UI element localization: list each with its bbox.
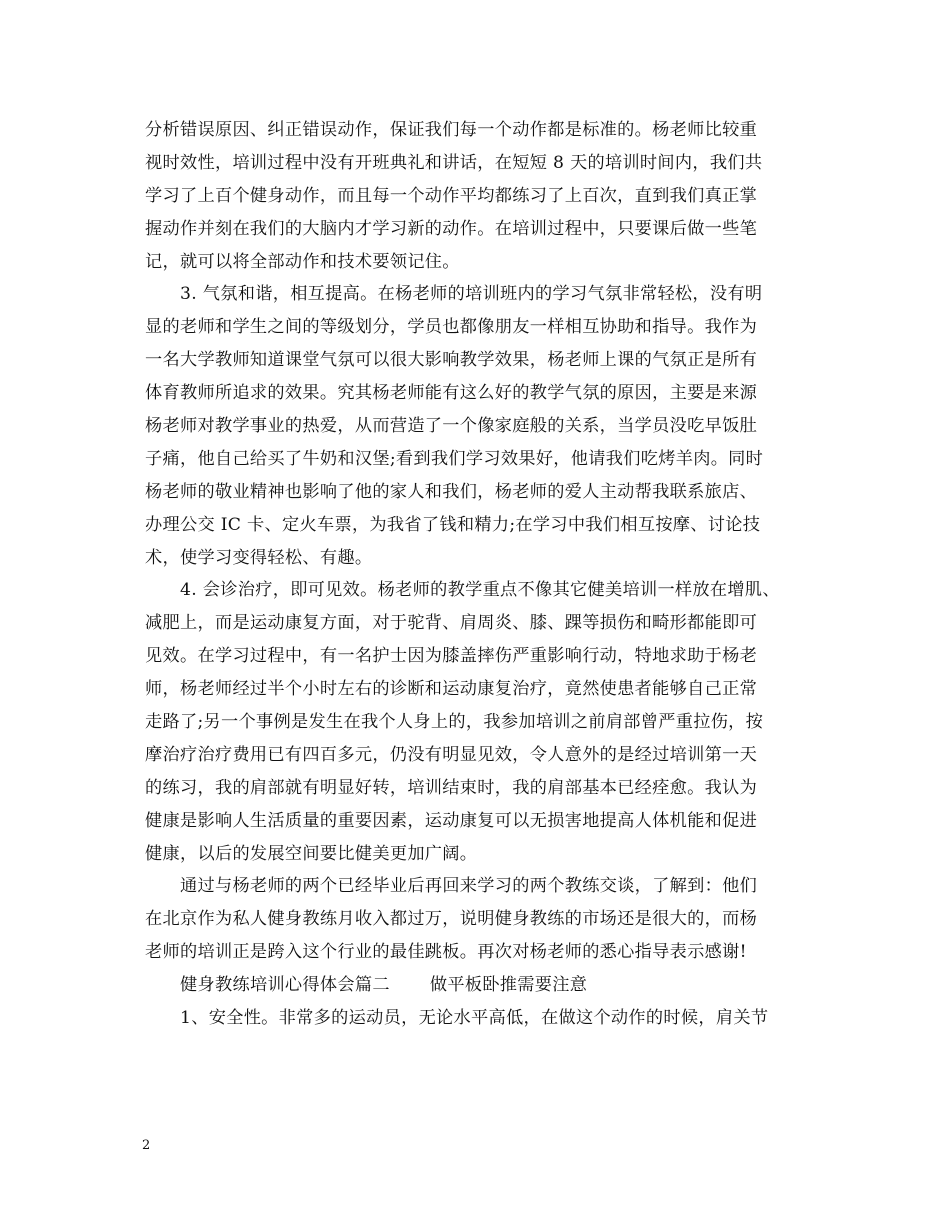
text-line: 显的老师和学生之间的等级划分，学员也都像朋友一样相互协助和指导。我作为 xyxy=(145,317,758,338)
text-line: 老师的培训正是跨入这个行业的最佳跳板。再次对杨老师的悉心指导表示感谢! xyxy=(145,942,747,963)
text-line: 减肥上，而是运动康复方面，对于驼背、肩周炎、膝、踝等损伤和畸形都能即可 xyxy=(145,613,758,634)
section-subtitle: 做平板卧推需要注意 xyxy=(429,975,588,996)
text-line: 健康，以后的发展空间要比健美更加广阔。 xyxy=(145,843,478,864)
text-line: 学习了上百个健身动作，而且每一个动作平均都练习了上百次，直到我们真正掌 xyxy=(145,185,758,206)
heading-spacer xyxy=(390,969,430,1002)
text-line: 的练习，我的肩部就有明显好转，培训结束时，我的肩部基本已经痊愈。我认为 xyxy=(145,777,758,798)
text-line: 记，就可以将全部动作和技术要领记住。 xyxy=(145,251,460,272)
text-line: 分析错误原因、纠正错误动作，保证我们每一个动作都是标准的。杨老师比较重 xyxy=(145,120,758,140)
page-number: 2 xyxy=(142,1138,151,1153)
text-line: 3. 气氛和谐，相互提高。在杨老师的培训班内的学习气氛非常轻松，没有明 xyxy=(180,284,763,305)
text-line: 师，杨老师经过半个小时左右的诊断和运动康复治疗，竟然使患者能够自己正常 xyxy=(145,679,758,700)
text-line: 健康是影响人生活质量的重要因素，运动康复可以无损害地提高人体机能和促进 xyxy=(145,810,758,831)
text-line: 子痛，他自己给买了牛奶和汉堡;看到我们学习效果好，他请我们吃烤羊肉。同时 xyxy=(145,448,764,469)
section-heading xyxy=(145,969,835,1002)
document-body xyxy=(145,114,835,1035)
text-line: 摩治疗治疗费用已有四百多元，仍没有明显见效，令人意外的是经过培训第一天 xyxy=(145,744,758,765)
text-line: 4. 会诊治疗，即可见效。杨老师的教学重点不像其它健美培训一样放在增肌、 xyxy=(180,580,780,601)
text-line: 杨老师的敬业精神也影响了他的家人和我们，杨老师的爱人主动帮我联系旅店、 xyxy=(145,481,758,502)
text-line: 术，使学习变得轻松、有趣。 xyxy=(145,547,373,568)
text-line: 办理公交 IC 卡、定火车票，为我省了钱和精力;在学习中我们相互按摩、讨论技 xyxy=(145,514,761,535)
text-line: 体育教师所追求的效果。究其杨老师能有这么好的教学气氛的原因，主要是来源 xyxy=(145,383,758,404)
text-line: 一名大学教师知道课堂气氛可以很大影响教学效果，杨老师上课的气氛正是所有 xyxy=(145,350,758,371)
text-line: 杨老师对教学事业的热爱，从而营造了一个像家庭般的关系，当学员没吃早饭肚 xyxy=(145,416,758,437)
text-line: 见效。在学习过程中，有一名护士因为膝盖摔伤严重影响行动，特地求助于杨老 xyxy=(145,646,758,667)
section-title: 健身教练培训心得体会篇二 xyxy=(180,975,390,996)
text-line: 在北京作为私人健身教练月收入都过万，说明健身教练的市场还是很大的，而杨 xyxy=(145,909,758,930)
text-line: 通过与杨老师的两个已经毕业后再回来学习的两个教练交谈，了解到：他们 xyxy=(180,876,758,897)
text-line: 1、安全性。非常多的运动员，无论水平高低，在做这个动作的时候，肩关节 xyxy=(180,1008,769,1029)
text-line: 走路了;另一个事例是发生在我个人身上的，我参加培训之前肩部曾严重拉伤，按 xyxy=(145,712,764,733)
text-line: 视时效性，培训过程中没有开班典礼和讲话，在短短 8 天的培训时间内，我们共 xyxy=(145,152,763,173)
text-line: 握动作并刻在我们的大脑内才学习新的动作。在培训过程中，只要课后做一些笔 xyxy=(145,218,758,239)
